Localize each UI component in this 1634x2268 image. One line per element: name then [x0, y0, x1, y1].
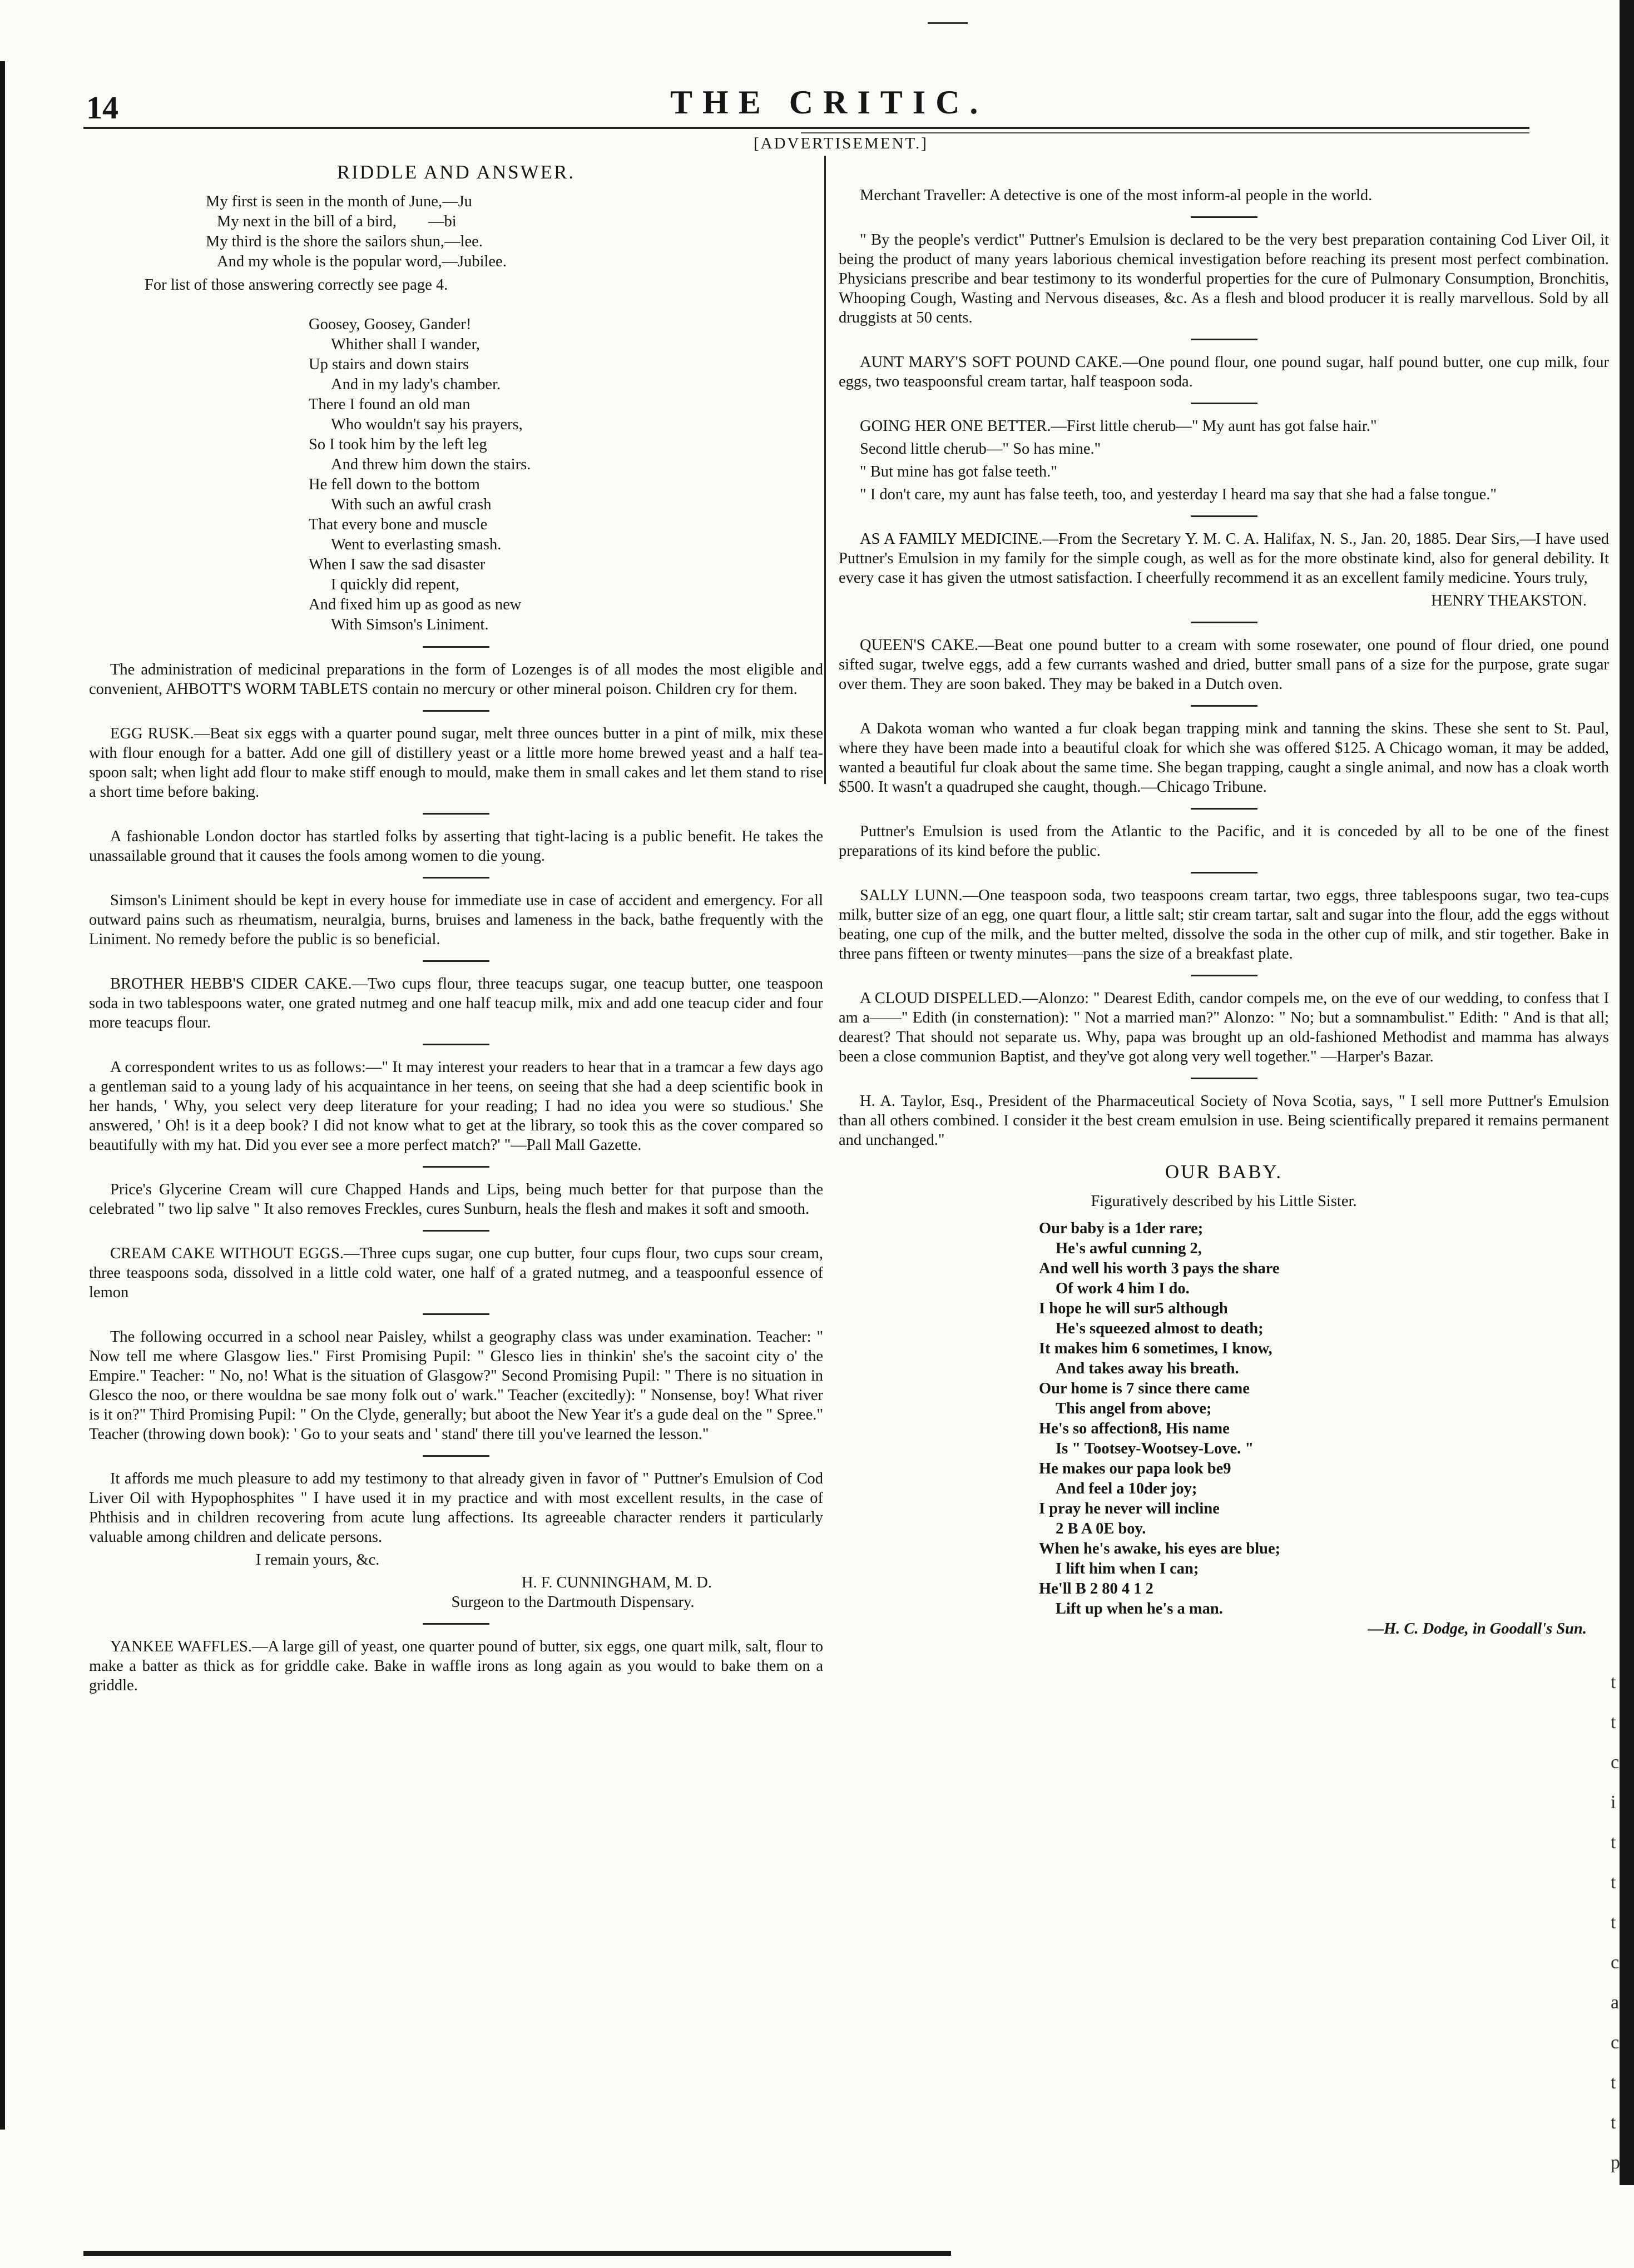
- margin-marks: [1611, 1662, 1624, 2183]
- margin-mark: i: [1611, 1792, 1616, 1813]
- margin-mark: t: [1611, 1872, 1616, 1893]
- poem-line: This angel from above;: [1056, 1400, 1212, 1417]
- poem-line: When he's awake, his eyes are blue;: [1039, 1540, 1281, 1557]
- margin-mark: t: [1611, 2112, 1616, 2133]
- glycerine-cream-ad: Price's Glycerine Cream will cure Chapped Hands and Lips, being much better for that purpose than the celebrated " two lip salve " It also removes Freckles, cures Sunburn, heals the flesh and makes it soft and smooth.: [89, 1181, 823, 1218]
- margin-mark: t: [1611, 2072, 1616, 2093]
- section-rule: [1191, 1078, 1257, 1079]
- poem-line: He'll B 2 80 4 1 2: [1039, 1580, 1153, 1597]
- poem-line: Goosey, Goosey, Gander!: [309, 316, 472, 333]
- baby-poem-attribution: —H. C. Dodge, in Goodall's Sun.: [1368, 1620, 1587, 1637]
- poem-line: Who wouldn't say his prayers,: [331, 416, 523, 433]
- poem-line: And takes away his breath.: [1056, 1360, 1239, 1377]
- poem-line: Is " Tootsey-Wootsey-Love. ": [1056, 1440, 1254, 1457]
- riddle-title: RIDDLE AND ANSWER.: [336, 161, 576, 183]
- header-rule-secondary: [801, 132, 1529, 133]
- section-rule: [1191, 216, 1257, 218]
- section-rule: [423, 710, 489, 712]
- glasgow-anecdote: The following occurred in a school near Paisley, whilst a geography class was under examination. Teacher: " Now tell me where Glasgow lies." First Promising Pupil: " Glesco lies in thinkin' she's the sacoint city o' the Empire." Teacher: " No, no! What is the situation of Glasgow?" Second Promising Pupil: " There is no situation in Glesco the noo, or there wouldna be sae mony folk out o' wark." Teacher (excitedly): " Nonsense, boy! What river is it on?" Third Promising Pupil: " On the Clyde, generally; but aboot the New Year it's a gude deal on the " Spree." Teacher (throwing down book): ' Go to your seats and ' stand' there till you've learned the lesson.": [89, 1328, 823, 1443]
- poem-line: And threw him down the stairs.: [331, 456, 531, 473]
- letter-signature: HENRY THEAKSTON.: [1431, 592, 1587, 609]
- poem-line: I quickly did repent,: [331, 576, 460, 593]
- margin-mark: a: [1611, 1992, 1620, 2013]
- section-rule: [423, 877, 489, 879]
- poem-line: He makes our papa look be9: [1039, 1460, 1231, 1477]
- one-better-joke: GOING HER ONE BETTER.—First little cherub—" My aunt has got false hair.": [860, 418, 1377, 435]
- poem-line: When I saw the sad disaster: [309, 556, 486, 573]
- yankee-waffles-recipe: YANKEE WAFFLES.—A large gill of yeast, one quarter pound of butter, six eggs, one quart milk, salt, flour to make a batter as thick as for griddle cake. Bake in waffle irons as long again as you would to bake them on a griddle.: [89, 1638, 823, 1694]
- margin-mark: c: [1611, 1952, 1620, 1973]
- section-rule: [423, 1313, 489, 1315]
- section-rule: [423, 646, 489, 648]
- section-rule: [423, 1230, 489, 1232]
- header-mark: [928, 22, 968, 24]
- margin-mark: t: [1611, 1832, 1616, 1853]
- header-rule: [83, 127, 1529, 129]
- poem-line: I pray he never will incline: [1039, 1500, 1220, 1517]
- lozenges-ad: The administration of medicinal preparations in the form of Lozenges is of all modes the most eligible and convenient, AHBOTT'S WORM TABLETS contain no mercury or other mineral poison. Children cry for them.: [89, 661, 823, 698]
- sally-lunn-recipe: SALLY LUNN.—One teaspoon soda, two teaspoons cream tartar, two eggs, three tablespoons sugar, two tea-cups milk, butter size of an egg, one quart flour, a little salt; stir cream tartar, salt and sugar into the flour, add the eggs without beating, one cup of the milk, and the butter melted, dissolve the soda in the other cup of milk, and stir together. Bake in three pans fifteen or twenty minutes—pans the size of a breakfast plate.: [839, 887, 1609, 962]
- right-column: [839, 157, 1609, 1639]
- riddle-line: And my whole is the popular word,—Jubilee.: [217, 253, 507, 270]
- poem-line: With such an awful crash: [331, 496, 492, 513]
- riddle-line: My next in the bill of a bird, —bi: [217, 213, 457, 230]
- section-rule: [1191, 705, 1257, 707]
- section-rule: [423, 1455, 489, 1457]
- pound-cake-recipe: AUNT MARY'S SOFT POUND CAKE.—One pound flour, one pound sugar, half pound butter, one cup milk, four eggs, two teaspoonsful cream tartar, half teaspoon soda.: [839, 354, 1609, 390]
- section-rule: [423, 1044, 489, 1045]
- poem-line: And feel a 10der joy;: [1056, 1480, 1197, 1497]
- poem-line: Up stairs and down stairs: [309, 356, 469, 373]
- section-rule: [1191, 808, 1257, 810]
- column-divider: [824, 156, 826, 784]
- page-number: 14: [86, 90, 118, 126]
- poem-line: Went to everlasting smash.: [331, 536, 502, 553]
- poem-line: Lift up when he's a man.: [1056, 1600, 1223, 1617]
- page-edge-left: [0, 61, 5, 2130]
- one-better-joke: " But mine has got false teeth.": [860, 463, 1057, 480]
- testimony-letter: It affords me much pleasure to add my testimony to that already given in favor of " Puttner's Emulsion of Cod Liver Oil with Hypophosphites " I have used it in my practice and with most excellent results, in the case of Phthisis and in children recovering from acute lung affections. Its agreeable character renders it particularly valuable among children and delicate persons.: [89, 1470, 823, 1546]
- baby-poem-title: OUR BABY.: [1165, 1161, 1283, 1183]
- advertisement-tag: [ADVERTISEMENT.]: [754, 135, 928, 152]
- section-rule: [1191, 403, 1257, 404]
- poem-line: And in my lady's chamber.: [331, 376, 501, 393]
- poem-line: He's awful cunning 2,: [1056, 1240, 1202, 1257]
- section-rule: [1191, 339, 1257, 340]
- cider-cake-recipe: BROTHER HEBB'S CIDER CAKE.—Two cups flour, three teacups sugar, one teacup butter, one teaspoon soda in two tablespoons water, one grated nutmeg and one half teacup milk, mix and add one teacup cider and four more teacups flour.: [89, 975, 823, 1031]
- poem-line: That every bone and muscle: [309, 516, 488, 533]
- poem-line: I lift him when I can;: [1056, 1560, 1199, 1577]
- left-column: [89, 157, 823, 1699]
- riddle-line: My third is the shore the sailors shun,—lee.: [206, 233, 483, 250]
- section-rule: [423, 1623, 489, 1625]
- poem-line: 2 B A 0E boy.: [1056, 1520, 1146, 1537]
- queens-cake-recipe: QUEEN'S CAKE.—Beat one pound butter to a cream with some rosewater, one pound of flour dried, one pound sifted sugar, twelve eggs, add a few currants washed and dried, butter small pans of a size for the purpose, grate sugar over them. They are soon baked. They may be baked in a Dutch oven.: [839, 637, 1609, 693]
- simsons-liniment-ad: Simson's Liniment should be kept in every house for immediate use in case of accident and emergency. For all outward pains such as rheumatism, neuralgia, burns, bruises and lameness in the back, bathe frequently with the Liniment. No remedy before the public is so beneficial.: [89, 892, 823, 948]
- correspondent-item: A correspondent writes to us as follows:—" It may interest your readers to hear that in a tramcar a few days ago a gentleman said to a young lady of his acquaintance in her teens, on seeing that she had a deep scientific book in her hands, ' Why, you select very deep literature for your reading; I had no idea you were so studious.' She answered, ' Oh! is it a deep book? I did not know what to get at the library, so took this as the cover compared so beautifully with my hat. Did you ever see a more perfect match?' "—Pall Mall Gazette.: [89, 1059, 823, 1154]
- section-rule: [1191, 872, 1257, 874]
- poem-line: And well his worth 3 pays the share: [1039, 1260, 1280, 1277]
- poem-line: He fell down to the bottom: [309, 476, 480, 493]
- margin-mark: t: [1611, 1672, 1616, 1693]
- poem-line: With Simson's Liniment.: [331, 616, 489, 633]
- section-rule: [423, 813, 489, 815]
- poem-line: He's so affection8, His name: [1039, 1420, 1230, 1437]
- letter-closing: I remain yours, &c.: [256, 1551, 380, 1569]
- poem-line: He's squeezed almost to death;: [1056, 1320, 1264, 1337]
- poem-line: Of work 4 him I do.: [1056, 1280, 1190, 1297]
- one-better-joke: " I don't care, my aunt has false teeth, too, and yesterday I heard ma say that she had a false tongue.": [860, 486, 1497, 503]
- bottom-rule: [83, 2251, 951, 2256]
- baby-poem: [1039, 1219, 1609, 1619]
- margin-mark: p: [1611, 2152, 1620, 2173]
- london-doctor-item: A fashionable London doctor has startled folks by asserting that tight-lacing is a public benefit. He takes the unassailable ground that it causes the fools among women to die young.: [89, 828, 823, 865]
- poem-line: So I took him by the left leg: [309, 436, 487, 453]
- margin-mark: t: [1611, 1712, 1616, 1733]
- pacific-ad: Puttner's Emulsion is used from the Atlantic to the Pacific, and it is conceded by all to be one of the finest preparations of its kind before the public.: [839, 823, 1609, 860]
- poem-line: It makes him 6 sometimes, I know,: [1039, 1340, 1272, 1357]
- margin-mark: c: [1611, 1752, 1620, 1773]
- goosey-poem: [309, 315, 823, 635]
- cream-cake-recipe: CREAM CAKE WITHOUT EGGS.—Three cups sugar, one cup butter, four cups flour, two cups sour cream, three teaspoons soda, dissolved in a little cold water, one half of a grated nutmeg, and a teaspoonful essence of lemon: [89, 1245, 823, 1301]
- cloud-dispelled-joke: A CLOUD DISPELLED.—Alonzo: " Dearest Edith, candor compels me, on the eve of our wedding, to confess that I am a——" Edith (in consternation): " Not a married man?" Alonzo: " No; but a somnambulist." Edith: " And is that all; dearest? That should not separate us. Why, papa was brought up an old-fashioned Methodist and mamma has always been a close communion Baptist, and they've got along very well together." —Harper's Bazar.: [839, 990, 1609, 1065]
- poem-line: And fixed him up as good as new: [309, 596, 522, 613]
- taylor-testimony: H. A. Taylor, Esq., President of the Pharmaceutical Society of Nova Scotia, says, " I sell more Puttner's Emulsion than all others combined. I consider it the best cream emulsion in use. Being scientifically prepared it remains permanent and unchanged.": [839, 1093, 1609, 1149]
- letter-signature: H. F. CUNNINGHAM, M. D.: [521, 1574, 712, 1591]
- section-rule: [423, 1166, 489, 1168]
- poem-line: Our baby is a 1der rare;: [1039, 1220, 1204, 1237]
- traveller-joke: Merchant Traveller: A detective is one of the most inform-al people in the world.: [860, 187, 1373, 204]
- family-medicine-letter: AS A FAMILY MEDICINE.—From the Secretary Y. M. C. A. Halifax, N. S., Jan. 20, 1885. Dear Sirs,—I have used Puttner's Emulsion in my family for the simple cough, as well as for the more obstinate kind, also for general debility. It every case it has given the utmost satisfaction. I cheerfully recommend it as an excellent family medicine. Yours truly,: [839, 530, 1609, 587]
- margin-mark: c: [1611, 2032, 1620, 2053]
- section-rule: [1191, 515, 1257, 517]
- margin-mark: t: [1611, 1912, 1616, 1933]
- poem-line: Whither shall I wander,: [331, 336, 480, 353]
- poem-line: There I found an old man: [309, 396, 471, 413]
- section-rule: [1191, 622, 1257, 623]
- signature-title: Surgeon to the Dartmouth Dispensary.: [451, 1594, 695, 1611]
- peoples-verdict-ad: " By the people's verdict" Puttner's Emulsion is declared to be the very best preparation containing Cod Liver Oil, it being the product of many years laborious chemical investigation before reaching its present most perfect combination. Physicians prescribe and bear testimony to its wonderful properties for the cure of Pulmonary Consumption, Bronchitis, Whooping Cough, Wasting and Nervous diseases, &c. As a flesh and blood producer it is really marvellous. Sold by all druggists at 50 cents.: [839, 231, 1609, 326]
- riddle-line: My first is seen in the month of June,—Ju: [206, 193, 472, 210]
- dakota-anecdote: A Dakota woman who wanted a fur cloak began trapping mink and tanning the skins. These she sent to St. Paul, where they have been made into a beautiful cloak for which she was offered $125. A Chicago woman, it may be added, wanted a beautiful fur cloak about the same time. She began trapping, caught a single animal, and now has a cloak worth $500. It wasn't a quadruped she caught, though.—Chicago Tribune.: [839, 720, 1609, 796]
- poem-line: Our home is 7 since there came: [1039, 1380, 1250, 1397]
- baby-poem-subtitle: Figuratively described by his Little Sister.: [1091, 1193, 1357, 1210]
- section-rule: [423, 960, 489, 962]
- section-rule: [1191, 975, 1257, 976]
- poem-line: I hope he will sur5 although: [1039, 1300, 1228, 1317]
- egg-rusk-recipe: EGG RUSK.—Beat six eggs with a quarter pound sugar, melt three ounces butter in a pint of milk, mix these with flour enough for a batter. Add one gill of distillery yeast or a little more home brewed yeast and a half tea-spoon salt; when light add flour to make stiff enough to mould, make them in small cakes and let them stand to rise a short time before baking.: [89, 725, 823, 801]
- one-better-joke: Second little cherub—" So has mine.": [860, 440, 1101, 458]
- riddle-note: For list of those answering correctly see page 4.: [145, 276, 448, 294]
- masthead-title: THE CRITIC.: [670, 84, 988, 121]
- riddle-poem: [206, 192, 823, 272]
